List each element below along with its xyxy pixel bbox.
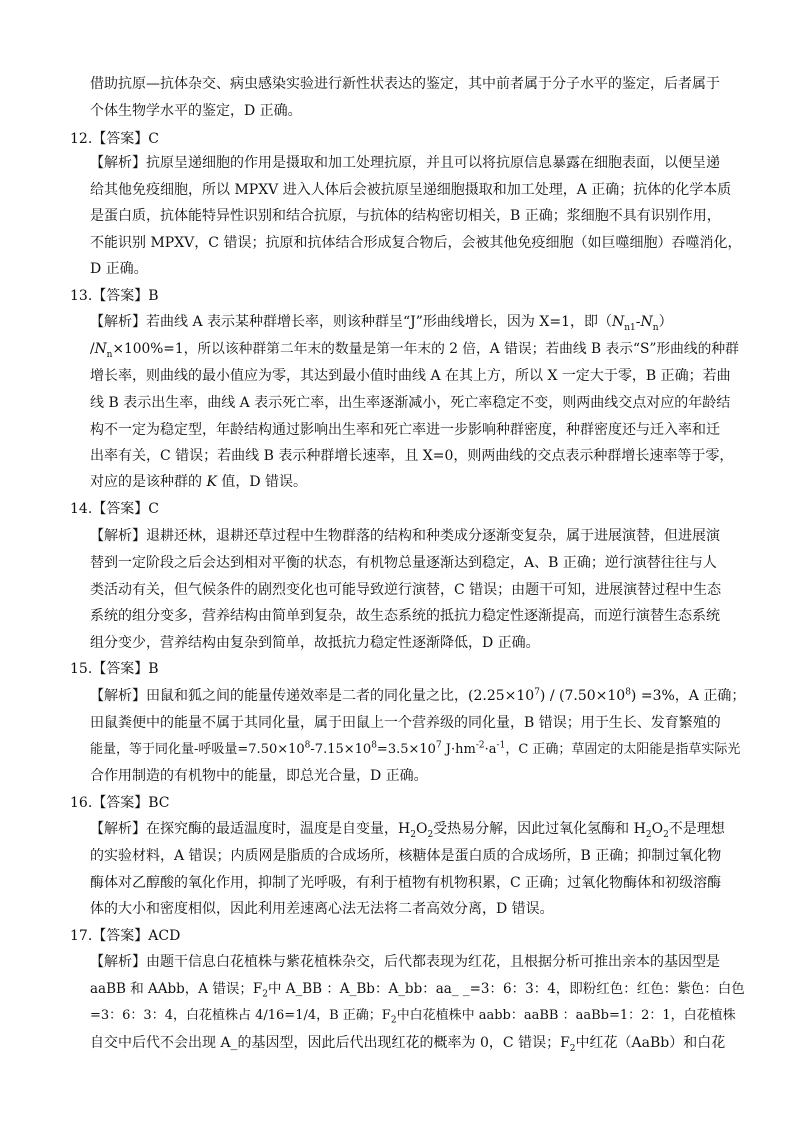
analysis-17-line-1: 【解析】由题干信息白花植株与紫花植株杂交，后代都表现为红花，且根据分析可推出亲本的基因型是 (90, 954, 720, 970)
answer-14-heading: 14.【答案】C (70, 501, 159, 517)
superscript: 7 (435, 740, 442, 751)
text-run: - (635, 314, 641, 330)
text-run: aaBB 和 AAbb，A 错误；F (90, 981, 263, 997)
text-run: 中 A_BB ：A_Bb：A_bb：aa_ _=3：6：3：4，即粉红色：红色：紫色：白色 (267, 981, 745, 997)
subscript: 2 (663, 829, 669, 840)
answer-12-heading: 12.【答案】C (70, 131, 159, 147)
analysis-13-line-3: 增长率，则曲线的最小值应为零，其达到最小值时曲线 A 在其上方，所以 X 一定大于零，B 正确；若曲 (90, 368, 731, 384)
analysis-13-line-1 (90, 312, 673, 332)
subscript: n1 (624, 322, 636, 333)
text-run: 中白花植株中 aabb：aaBB ：aaBb=1：2：1，白花植株 (396, 1008, 736, 1023)
text-run: O (651, 821, 664, 837)
text-run: ×100%=1，所以该种群第二年末的数量是第一年末的 2 倍，A 错误；若曲线 B 表示“S”形曲线的种群 (112, 341, 739, 357)
text-run: ) =3%，A 正确； (630, 688, 746, 704)
text-run: 不是理想 (668, 821, 725, 837)
answer-13-heading: 13.【答案】B (70, 288, 159, 304)
analysis-15-line-1 (90, 686, 745, 706)
analysis-16-line-2: 的实验材料，A 错误；内质网是脂质的合成场所，核糖体是蛋白质的合成场所，B 正确；抑制过氧化物 (90, 848, 722, 864)
intro-line-2: 个体生物学水平的鉴定，D 正确。 (90, 103, 302, 119)
analysis-12-line-2: 给其他免疫细胞，所以 MPXV 进入人体后会被抗原呈递细胞摄取和加工处理，A 正确；抗体的化学本质 (90, 182, 732, 198)
text-run: ·a (484, 742, 497, 757)
analysis-15-line-4: 合作用制造的有机物中的能量，即总光合量，D 正确。 (90, 768, 428, 784)
analysis-16-line-1 (90, 819, 725, 839)
analysis-12-line-5: D 正确。 (90, 261, 148, 277)
analysis-14-line-1: 【解析】退耕还林，退耕还草过程中生物群落的结构和种类成分逐渐变复杂，属于进展演替，但进展演 (90, 528, 720, 544)
analysis-13-line-5: 构不一定为稳定型，年龄结构通过影响出生率和死亡率进一步影响种群密度，种群密度还与迁入率和迁 (90, 422, 720, 438)
analysis-13-line-2 (90, 339, 739, 359)
analysis-14-line-5: 组分变少，营养结构由复杂到简单，故抵抗力稳定性逐渐降低，D 正确。 (90, 635, 540, 651)
text-run: K (206, 474, 217, 490)
subscript: 2 (262, 989, 268, 1000)
text-run: 值，D 错误。 (216, 474, 308, 490)
text-run: 中红花（AaBb）和白花 (575, 1035, 726, 1051)
analysis-14-line-3: 类活动有关，但气候条件的剧烈变化也可能导致逆行演替，C 错误；由题干可知，进展演替过程中生态 (90, 582, 722, 598)
text-run: 【解析】若曲线 A 表示某种群增长率，则该种群呈“J”形曲线增长，因为 X=1，即（ (90, 314, 612, 330)
analysis-12-line-1: 【解析】抗原呈递细胞的作用是摄取和加工处理抗原，并且可以将抗原信息暴露在细胞表面，以便呈递 (90, 155, 720, 171)
subscript: n (106, 349, 113, 360)
analysis-12-line-4: 不能识别 MPXV，C 错误；抗原和抗体结合形成复合物后，会被其他免疫细胞（如巨噬细胞）吞噬消化， (90, 235, 742, 251)
analysis-13-line-7 (90, 472, 307, 492)
analysis-17-line-3 (90, 1006, 736, 1026)
text-run: / (90, 341, 95, 357)
text-run: ，C 正确；草固定的太阳能是指草实际光 (505, 742, 741, 757)
analysis-17-line-4 (90, 1033, 725, 1053)
text-run: 受热易分解，因此过氧化氢酶和 H (433, 821, 646, 837)
analysis-15-line-3 (90, 740, 740, 760)
text-run: =3.5×10 (376, 742, 436, 757)
text-run: 自交中后代不会出现 A_的基因型，因此后代出现红花的概率为 0，C 错误；F (90, 1035, 570, 1051)
analysis-17-line-2 (90, 979, 745, 999)
text-run: 对应的是该种群的 (90, 474, 207, 490)
text-run: =3：6：3：4，白花植株占 4/16=1/4，B 正确；F (90, 1008, 391, 1023)
answer-15-heading: 15.【答案】B (70, 661, 159, 677)
analysis-13-line-4: 线 B 表示出生率，曲线 A 表示死亡率，出生率逐渐减小，死亡率稳定不变，则两曲线交点对应的年龄结 (90, 395, 731, 411)
text-run: ) / (7.50×10 (539, 688, 626, 704)
text-run: J·hm (441, 742, 476, 757)
subscript: 2 (569, 1043, 576, 1054)
text-run: N (640, 314, 653, 330)
text-run: N (94, 341, 107, 357)
superscript: -1 (496, 740, 506, 751)
subscript: 2 (390, 1015, 397, 1026)
text-run: ） (658, 314, 673, 330)
text-run: -7.15×10 (310, 742, 372, 757)
analysis-14-line-4: 系统的组分变多，营养结构由简单到复杂，故生态系统的抵抗力稳定性逐渐提高，而逆行演替生态系统 (90, 608, 720, 624)
analysis-16-line-3: 酶体对乙醇酸的氧化作用，抑制了光呼吸，有利于植物有机物积累，C 正确；过氧化物酶体和初级溶酶 (90, 875, 722, 891)
analysis-14-line-2: 替到一定阶段之后会达到相对平衡的状态，有机物总量逐渐达到稳定，A、B 正确；逆行演替往往与人 (90, 555, 717, 571)
text-run: 【解析】在探究酶的最适温度时，温度是自变量，H (90, 821, 411, 837)
analysis-16-line-4: 体的大小和密度相似，因此利用差速离心法无法将二者高效分离，D 错误。 (90, 901, 554, 917)
answer-17-heading: 17.【答案】ACD (70, 928, 181, 944)
text-run: N (612, 314, 625, 330)
superscript: 8 (304, 740, 311, 751)
text-run: 【解析】田鼠和狐之间的能量传递效率是二者的同化量之比，(2.25×10 (90, 688, 535, 704)
text-run: 能量，等于同化量-呼吸量=7.50×10 (90, 742, 305, 757)
superscript: 8 (625, 687, 631, 698)
analysis-15-line-2: 田鼠粪便中的能量不属于其同化量，属于田鼠上一个营养级的同化量，B 错误；用于生长、发育繁殖的 (90, 715, 721, 731)
subscript: 2 (410, 829, 416, 840)
subscript: 2 (427, 829, 434, 840)
intro-line-1: 借助抗原—抗体杂交、病虫感染实验进行新性状表达的鉴定，其中前者属于分子水平的鉴定，后者属于 (90, 76, 720, 92)
text-run: O (415, 821, 428, 837)
subscript: n (652, 322, 659, 333)
superscript: -2 (475, 740, 485, 751)
subscript: 2 (645, 829, 652, 840)
answer-16-heading: 16.【答案】BC (70, 795, 170, 811)
analysis-13-line-6: 出率有关，C 错误；若曲线 B 表示种群增长速率，且 X=0，则两曲线的交点表示种群增长速率等于零， (90, 448, 734, 464)
superscript: 8 (371, 740, 377, 751)
superscript: 7 (534, 687, 540, 698)
analysis-12-line-3: 是蛋白质，抗体能特异性识别和结合抗原，与抗体的结构密切相关，B 正确；浆细胞不具有识别作用， (90, 208, 721, 224)
